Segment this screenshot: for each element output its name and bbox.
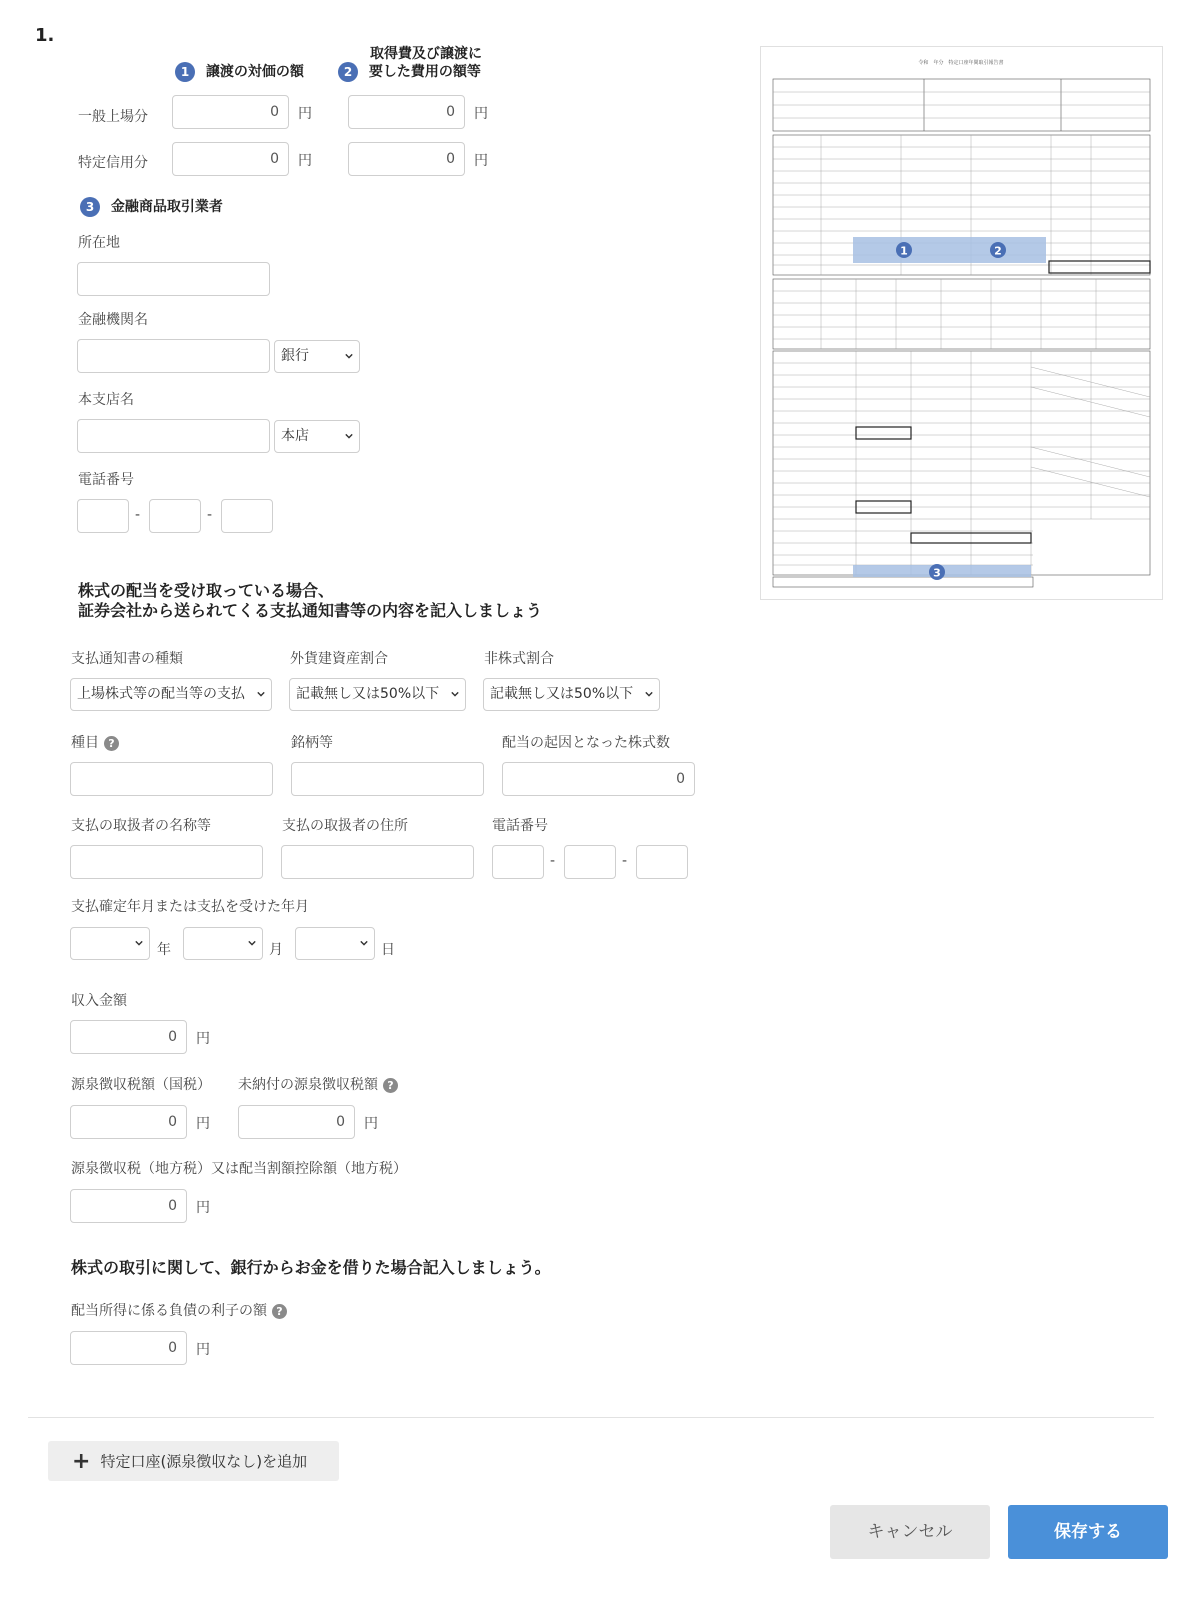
phone-separator: - (207, 507, 213, 523)
notice-type-select[interactable] (70, 678, 272, 711)
national-tax-label: 源泉徴収税額（国税） (71, 1077, 211, 1093)
specific-credit-transfer-input[interactable]: 0 (172, 142, 289, 176)
general-listed-cost-input[interactable]: 0 (348, 95, 465, 129)
payer-phone-label: 電話番号 (492, 818, 548, 834)
yen-unit: 円 (196, 1116, 210, 1132)
payer-phone-1-input[interactable] (492, 845, 544, 879)
transfer-col1-label: 譲渡の対価の額 (205, 64, 304, 80)
svg-text:3: 3 (933, 566, 941, 580)
unpaid-tax-input[interactable]: 0 (238, 1105, 355, 1139)
broker-phone-3-input[interactable] (221, 499, 273, 533)
payer-phone-3-input[interactable] (636, 845, 688, 879)
chevron-down-icon (645, 690, 653, 698)
notice-type-label: 支払通知書の種類 (71, 651, 183, 667)
number-badge-2-icon: 2 (338, 62, 358, 82)
year-unit: 年 (157, 942, 171, 958)
shares-label: 配当の起因となった株式数 (502, 735, 670, 751)
yen-unit: 円 (298, 153, 312, 169)
cancel-button[interactable]: キャンセル (830, 1505, 990, 1559)
broker-phone-2-input[interactable] (149, 499, 201, 533)
chevron-down-icon (451, 690, 459, 698)
yen-unit: 円 (364, 1116, 378, 1132)
loan-heading: 株式の取引に関して、銀行からお金を借りた場合記入しましょう。 (71, 1258, 551, 1277)
marker-1-icon (896, 242, 912, 258)
foreign-ratio-label: 外貨建資産割合 (290, 651, 388, 667)
chevron-down-icon (257, 690, 265, 698)
plus-icon: + (72, 1448, 91, 1474)
kind-label-row (71, 732, 119, 752)
month-unit: 月 (269, 942, 283, 958)
payment-date-label: 支払確定年月または支払を受けた年月 (71, 899, 309, 915)
add-account-label: 特定口座(源泉徴収なし)を追加 (100, 1452, 308, 1471)
chevron-down-icon (248, 939, 256, 947)
phone-separator: - (135, 507, 141, 523)
general-listed-transfer-input[interactable]: 0 (172, 95, 289, 129)
yen-unit: 円 (298, 106, 312, 122)
month-select[interactable] (183, 927, 263, 960)
item-number: 1. (35, 25, 55, 46)
institution-input[interactable] (77, 339, 270, 373)
interest-label-row (71, 1300, 287, 1320)
nonstock-ratio-select[interactable] (483, 678, 660, 711)
yen-unit: 円 (196, 1342, 210, 1358)
transfer-col2-header-line1: 取得費及び譲渡に (370, 46, 482, 62)
chevron-down-icon (360, 939, 368, 947)
payer-name-label: 支払の取扱者の名称等 (71, 818, 211, 834)
transfer-col2-label: 要した費用の額等 (368, 64, 481, 80)
day-unit: 日 (381, 942, 395, 958)
transfer-col1-header (175, 61, 304, 82)
broker-phone-1-input[interactable] (77, 499, 129, 533)
branch-type-value: 本店 (281, 428, 309, 444)
shares-input[interactable]: 0 (502, 762, 695, 796)
dividend-heading-line1: 株式の配当を受け取っている場合、 (78, 581, 335, 600)
interest-label: 配当所得に係る負債の利子の額 (71, 1303, 267, 1319)
svg-text:2: 2 (994, 244, 1002, 258)
unpaid-tax-label: 未納付の源泉徴収税額 (238, 1077, 378, 1093)
save-button[interactable]: 保存する (1008, 1505, 1168, 1559)
chevron-down-icon (345, 432, 353, 440)
branch-label: 本支店名 (78, 392, 134, 408)
institution-label: 金融機関名 (78, 312, 148, 328)
branch-input[interactable] (77, 419, 270, 453)
number-badge-1-icon: 1 (175, 62, 195, 82)
transfer-col2-header (338, 61, 481, 82)
nonstock-ratio-label: 非株式割合 (484, 651, 554, 667)
income-label: 収入金額 (71, 993, 127, 1009)
yen-unit: 円 (474, 106, 488, 122)
reference-document (760, 46, 1163, 600)
day-select[interactable] (295, 927, 375, 960)
add-account-button[interactable] (48, 1441, 339, 1481)
institution-type-select[interactable] (274, 340, 360, 373)
marker-3-icon (929, 564, 945, 580)
payer-address-label: 支払の取扱者の住所 (282, 818, 408, 834)
unpaid-tax-label-row (238, 1074, 398, 1094)
foreign-ratio-select[interactable] (289, 678, 466, 711)
phone-separator: - (550, 853, 556, 869)
svg-text:1: 1 (900, 244, 908, 258)
chevron-down-icon (135, 939, 143, 947)
interest-input[interactable]: 0 (70, 1331, 187, 1365)
location-input[interactable] (77, 262, 270, 296)
specific-credit-label: 特定信用分 (78, 155, 148, 171)
number-badge-3-icon: 3 (80, 197, 100, 217)
year-select[interactable] (70, 927, 150, 960)
local-tax-input[interactable]: 0 (70, 1189, 187, 1223)
local-tax-label: 源泉徴収税（地方税）又は配当割額控除額（地方税） (71, 1161, 407, 1177)
specific-credit-cost-input[interactable]: 0 (348, 142, 465, 176)
broker-header (80, 196, 223, 217)
help-icon[interactable]: ? (272, 1304, 287, 1319)
kind-input[interactable] (70, 762, 273, 796)
kind-label: 種目 (71, 735, 99, 751)
income-input[interactable]: 0 (70, 1020, 187, 1054)
phone-separator: - (622, 853, 628, 869)
yen-unit: 円 (474, 153, 488, 169)
broker-phone-label: 電話番号 (78, 472, 134, 488)
payer-address-input[interactable] (281, 845, 474, 879)
help-icon[interactable]: ? (104, 736, 119, 751)
institution-type-value: 銀行 (281, 348, 309, 364)
location-label: 所在地 (78, 235, 120, 251)
foreign-ratio-value: 記載無し又は50%以下 (296, 686, 440, 702)
brand-input[interactable] (291, 762, 484, 796)
general-listed-label: 一般上場分 (78, 109, 148, 125)
dividend-heading-line2: 証券会社から送られてくる支払通知書等の内容を記入しましょう (78, 601, 543, 620)
nonstock-ratio-value: 記載無し又は50%以下 (490, 686, 634, 702)
yen-unit: 円 (196, 1031, 210, 1047)
broker-title: 金融商品取引業者 (110, 199, 223, 215)
payer-phone-2-input[interactable] (564, 845, 616, 879)
payer-name-input[interactable] (70, 845, 263, 879)
form-title: 令和 年分 特定口座年間取引報告書 (918, 60, 1004, 66)
marker-2-icon (990, 242, 1006, 258)
yen-unit: 円 (196, 1200, 210, 1216)
chevron-down-icon (345, 352, 353, 360)
notice-type-value: 上場株式等の配当等の支払 (77, 686, 245, 702)
brand-label: 銘柄等 (291, 735, 333, 751)
branch-type-select[interactable] (274, 420, 360, 453)
national-tax-input[interactable]: 0 (70, 1105, 187, 1139)
help-icon[interactable]: ? (383, 1078, 398, 1093)
divider (28, 1417, 1154, 1418)
tax-report-form-image (761, 47, 1162, 599)
